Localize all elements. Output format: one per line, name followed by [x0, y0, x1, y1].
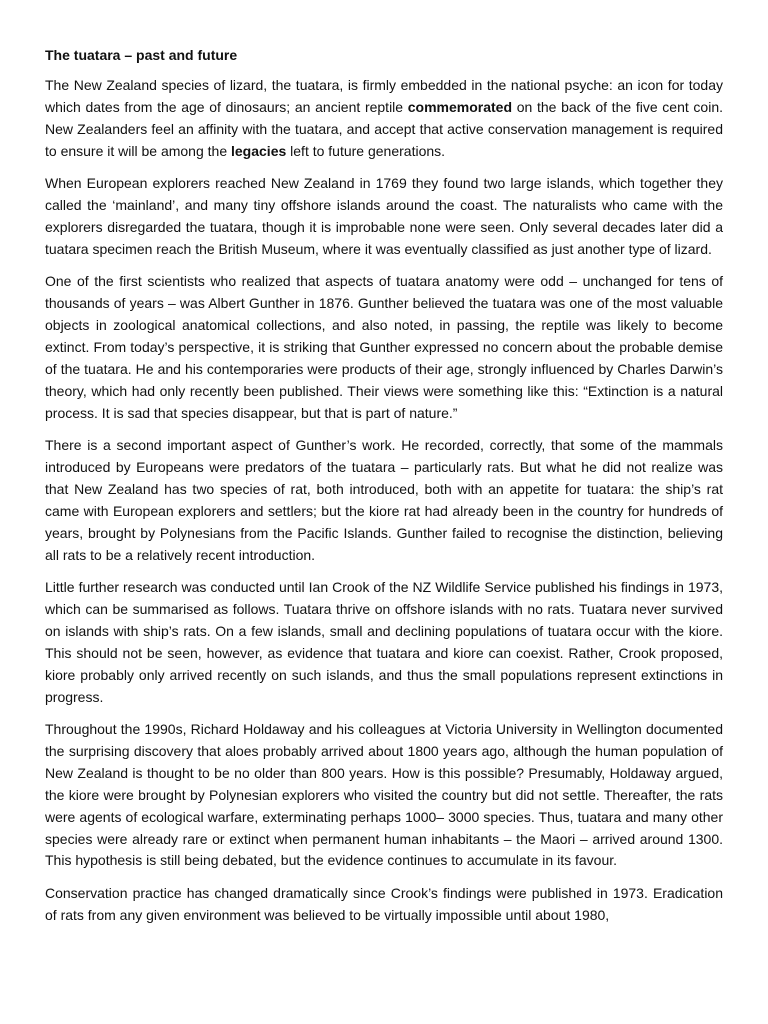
- bold-term: legacies: [231, 142, 287, 159]
- text-segment: The New Zealand species of lizard, the tuatara, is firmly embedded in the national psyche: an icon for today which dates from the age of dinosaurs; an ancient reptile: [45, 77, 723, 115]
- text-segment: Little further research was conducted until Ian Crook of the NZ Wildlife Service published his findings in 1973, which can be summarised as follows. Tuatara thrive on offshore islands with no rats. Tuatara never survived on islands with ship’s rats. On a few islands, small and declining populations of tuatara occur with the kiore. This should not be seen, however, as evidence that tuatara and kiore can coexist. Rather, Crook proposed, kiore probably only arrived recently on such islands, and thus the small populations represent extinctions in progress.: [45, 579, 723, 705]
- paragraph: [45, 883, 723, 927]
- text-segment: Conservation practice has changed dramatically since Crook’s findings were published in 1973. Eradication of rats from any given environment was believed to be virtually impossible until about 1980,: [45, 884, 723, 923]
- paragraph: [45, 271, 723, 424]
- article-body: [45, 75, 723, 927]
- bold-term: commemorated: [407, 98, 513, 115]
- paragraph: [45, 75, 723, 163]
- text-segment: on the back of the five cent coin. New Zealanders feel an affinity with the tuatara, and accept that active conservation management is required to ensure it will be among the: [45, 98, 723, 159]
- article-title: The tuatara – past and future: [45, 47, 238, 63]
- text-segment: Throughout the 1990s, Richard Holdaway and his colleagues at Victoria University in Wellington documented the surprising discovery that aloes probably arrived about 1800 years ago, although the human population of New Zealand is thought to be no older than 800 years. How is this possible? Presumably, Holdaway argued, the kiore were brought by Polynesian explorers who visited the country but did not settle. Thereafter, the rats were agents of ecological warfare, exterminating perhaps 1000– 3000 species. Thus, tuatara and many other species were already rare or extinct when permanent human inhabitants – the Maori – arrived around 1300. This hypothesis is still being debated, but the evidence continues to accumulate in its favour.: [45, 720, 723, 869]
- paragraph: [45, 173, 723, 261]
- paragraph: [45, 577, 723, 708]
- paragraph: [45, 719, 723, 872]
- text-segment: When European explorers reached New Zealand in 1769 they found two large islands, which together they called the ‘mainland’, and many tiny offshore islands around the coast. The naturalists who came with the explorers disregarded the tuatara, though it is improbable none were seen. Only several decades later did a tuatara specimen reach the British Museum, where it was eventually classified as just another type of lizard.: [45, 175, 723, 257]
- text-segment: left to future generations.: [286, 142, 446, 159]
- text-segment: One of the first scientists who realized that aspects of tuatara anatomy were odd – unchanged for tens of thousands of years – was Albert Gunther in 1876. Gunther believed the tuatara was one of the most valuable objects in zoological anatomical collections, and also noted, in passing, the reptile was likely to become extinct. From today’s perspective, it is striking that Gunther expressed no concern about the probable demise of the tuatara. He and his contemporaries were products of their age, strongly influenced by Charles Darwin’s theory, which had only recently been published. Their views were something like this: “Extinction is a natural process. It is sad that species disappear, but that is part of nature.”: [45, 273, 723, 421]
- text-segment: There is a second important aspect of Gunther’s work. He recorded, correctly, that some of the mammals introduced by Europeans were predators of the tuatara – particularly rats. But what he did not realize was that New Zealand has two species of rat, both introduced, both with an appetite for tuatara: the ship’s rat came with European explorers and settlers; but the kiore rat had already been in the country for hundreds of years, brought by Polynesians from the Pacific Islands. Gunther failed to recognise the distinction, believing all rats to be a relatively recent introduction.: [45, 437, 723, 563]
- paragraph: [45, 435, 723, 566]
